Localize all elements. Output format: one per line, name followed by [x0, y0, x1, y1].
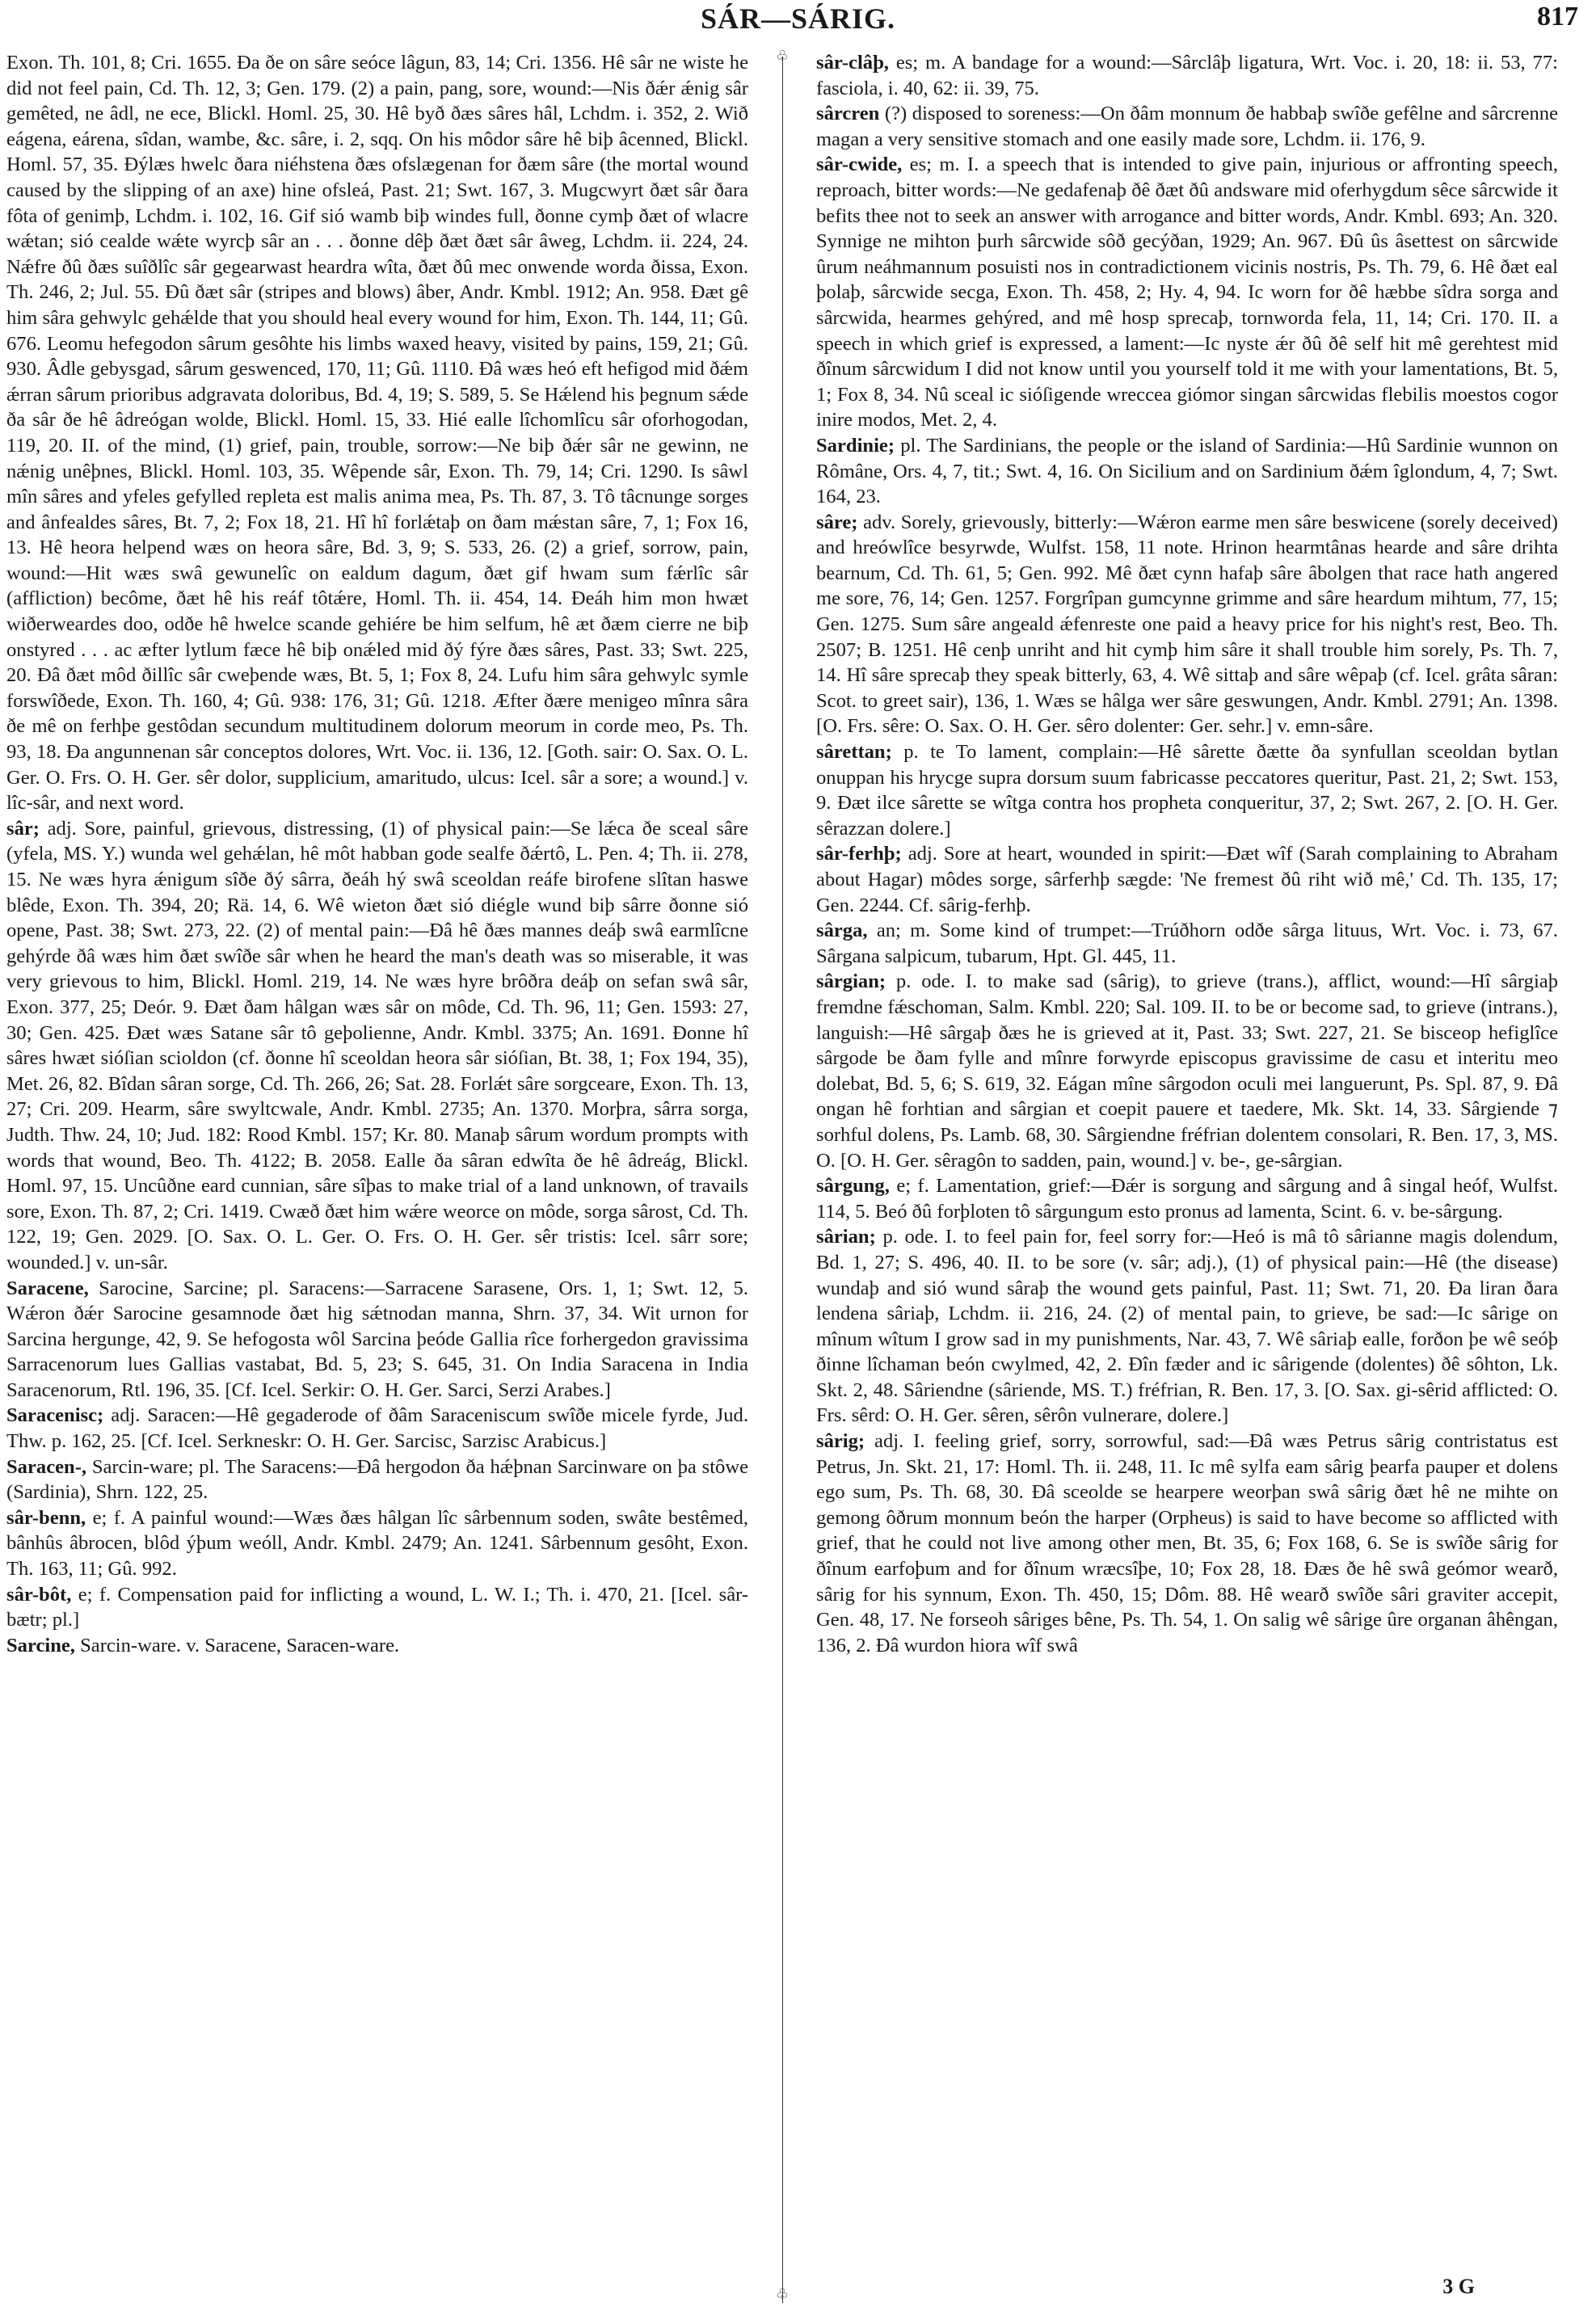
entry-headword: sâr-cwide, [816, 154, 903, 176]
dictionary-entry [6, 1505, 748, 1582]
entry-body: e; f. Compensation paid for inflicting a wound, L. W. I.; Th. i. 470, 21. [Icel. sâr-bætr; pl.] [6, 1583, 748, 1631]
entry-body: p. te To lament, complain:—Hê sârette ðætte ða synfullan sceoldan bytlan onuppan his hrycge supra dorsum suum fabricasse peccatores queritur, Past. 21, 2; Swt. 153, 9. Ðæt ilce sârette se wîtga contra hos propheta conqueritur, 37, 2; Swt. 267, 2. [O. H. Ger. sêrazzan dolere.] [816, 741, 1558, 840]
dictionary-entry [6, 816, 748, 1276]
entry-headword: sârettan; [816, 741, 892, 764]
running-title: SÁR—SÁRIG. [700, 2, 896, 35]
entry-body: e; f. Lamentation, grief:—Ðǽr is sorgung and sârgung and â singal heóf, Wulfst. 114, 5. Beó ðû forþloten tô sârgungum esto pronus ad lamenta, Scint. 6. v. be-sârgung. [816, 1175, 1558, 1223]
entry-body: adj. Saracen:—Hê gegaderode of ðâm Saraceniscum swîðe micele fyrde, Jud. Thw. p. 162, 25. [Cf. Icel. Serkneskr: O. H. Ger. Sarcisc, Sarzisc Arabicus.] [6, 1404, 748, 1453]
dictionary-entry [816, 841, 1558, 918]
dictionary-entry [6, 50, 748, 816]
signature-mark: 3 G [1442, 2275, 1475, 2298]
page-header [0, 0, 1596, 48]
dictionary-entry [6, 1454, 748, 1505]
dictionary-entry [816, 969, 1558, 1173]
dictionary-entry [6, 1276, 748, 1404]
entry-headword: Saracene, [6, 1277, 89, 1299]
dictionary-entry [816, 918, 1558, 969]
entry-body: Exon. Th. 101, 8; Cri. 1655. Ða ðe on sâre seóce lâgun, 83, 14; Cri. 1356. Hê sâr ne wiste he did not feel pain, Cd. Th. 12, 3; Gen. 179. (2) a pain, pang, sore, wound:—Nis ðǽr ǽnig sâr gemêted, ne âdl, ne ece, Blickl. Homl. 25, 30. Hê byð ðæs sâres hâl, Lchdm. i. 352, 2. Wið eágena, eárena, sîdan, wambe, &c. sâre, i. 2, sqq. On his môdor sâre hê biþ âcenned, Blickl. Homl. 57, 35. Ðýlæs hwelc ðara niéhstena ðæs ofslægenan for ðæm sâre (the mortal wound caused by the slipping of an axe) hine ofsleá, Past. 21; Swt. 167, 3. Mugcwyrt ðæt sâr ðara fôta of genimþ, Lchdm. i. 102, 16. Gif sió wamb biþ windes full, ðonne cymþ ðæt of wlacre wǽtan; sió cealde wǽte wyrcþ sâr an . . . ðonne dêþ ðæt ðæt sâr âweg, Lchdm. ii. 224, 24. Nǽfre ðû ðæs suîðlîc sâr gegearwast heardra wîta, ðæt ðû mec onwende worda ðissa, Exon. Th. 246, 2; Jul. 55. Ðû ðæt sâr (stripes and blows) âber, Andr. Kmbl. 1912; An. 958. Ðæt gê him sâra gehwylc gehǽlde that you should heal every wound for him, Exon. Th. 144, 11; Gû. 676. Leomu hefegodon sârum gesôhte his limbs waxed heavy, visited by pains, 159, 21; Gû. 930. Âdle gebysgad, sârum geswenced, 170, 11; Gû. 1110. Ðâ wæs heó eft hefigod mid ðǽm ǽrran sârum prioribus adgravata doloribus, Bd. 4, 19; S. 589, 5. Se Hǽlend his þegnum sǽde ða sâr ðe hê âdreógan wolde, Blickl. Homl. 15, 33. Hié ealle lîchomlîcu sâr oforhogodan, 119, 20. II. of the mind, (1) grief, pain, trouble, sorrow:—Ne biþ ðǽr sâr ne gewinn, ne nǽnig unêþnes, Blickl. Homl. 103, 35. Wêpende sâr, Exon. Th. 79, 14; Cri. 1290. Is sâwl mîn sâres and yfeles gefylled repleta est malis anima mea, Ps. Th. 87, 3. Tô tâcnunge sorges and ânfealdes sâres, Bt. 7, 2; Fox 18, 21. Hî hî forlǽtaþ on ðam mǽstan sâre, 7, 1; Fox 16, 13. Hê heora helpend wæs on heora sâre, Bd. 3, 9; S. 533, 26. (2) a grief, sorrow, pain, wound:—Hit wæs swâ gewunelîc on ealdum dagum, ðæt gif hwam sum fǽrlîc sâr (affliction) becôme, ðæt hê his reáf tôtǽre, Homl. Th. ii. 454, 14. Ðeáh him mon hwæt wiðerweardes doo, odðe hê hwelce scande gehiére be him selfum, hê æt ðæm cierre ne biþ onstyred . . . ac æfter lytlum fæce hê biþ onǽled mid ðý fýre ðæs sâres, Past. 33; Swt. 225, 20. Ðâ ðæt môd ðillîc sâr cweþende wæs, Bt. 5, 1; Fox 8, 24. Lufu him sâra gehwylc symle forswîðede, Exon. Th. 160, 4; Gû. 938: 176, 31; Gû. 1218. Æfter ðære menigeo mînra sâra ðe mê on ferhþe gestôdan secundum multitudinem dolorum meorum in corde meo, Ps. Th. 93, 18. Ða angunnenan sâr conceptos dolores, Wrt. Voc. ii. 136, 12. [Goth. sair: O. Sax. O. L. Ger. O. Frs. O. H. Ger. sêr dolor, supplicium, amaritudo, ulcus: Icel. sâr a sore; a wound.] v. lîc-sâr, and next word. [6, 52, 748, 815]
divider-ornament-bottom-icon: ♧ [776, 2286, 790, 2302]
entry-body: pl. The Sardinians, the people or the island of Sardinia:—Hû Sardinie wunnon on Rômâne, Ors. 4, 7, tit.; Swt. 4, 16. On Sicilium and on Sardinium ðǽm îglondum, 4, 7; Swt. 164, 23. [816, 434, 1558, 508]
entry-body: (?) disposed to soreness:—On ðâm monnum ðe habbaþ swîðe gefêlne and sârcrenne magan a very sensitive stomach and one easily made sore, Lchdm. ii. 176, 9. [816, 103, 1558, 150]
divider-ornament-top-icon: ♧ [776, 48, 790, 64]
entry-headword: sâr-clâþ, [816, 52, 889, 74]
entry-body: adv. Sorely, grievously, bitterly:—Wǽron earme men sâre beswicene (sorely deceived) and hreówlîce besyrwde, Wulfst. 158, 11 note. Hrinon hearmtânas hearde and sâre drihta bearnum, Cd. Th. 61, 5; Gen. 992. Mê ðæt cynn hafaþ sâre âbolgen that race hath angered me sore, 76, 14; Gen. 1257. Forgrîpan gumcynne grimme and sâre heardum mihtum, 77, 15; Gen. 1275. Sum sâre angeald ǽfenreste one paid a heavy price for his night's rest, Beo. Th. 2507; B. 1251. Hê cenþ unriht and hit cymþ him sâre it shall trouble him sorely, Ps. Th. 7, 14. Hî sâre sprecaþ they speak bitterly, 63, 4. Wê sittaþ and sâre wêpaþ (cf. Icel. grâta sâran: Scot. to greet sair), 136, 1. Wæs se hâlga wer sâre geswungen, Andr. Kmbl. 2791; An. 1398. [O. Frs. sêre: O. Sax. O. H. Ger. sêro dolenter: Ger. sehr.] v. emn-sâre. [816, 511, 1558, 738]
entry-body: Sarcin-ware; pl. The Saracens:—Ðâ hergodon ða hǽþnan Sarcinware on þa stôwe (Sardinia), Shrn. 122, 25. [6, 1455, 749, 1504]
entry-headword: sâr-bôt, [6, 1583, 72, 1606]
entry-body: Sarcin-ware. v. Saracene, Saracen-ware. [80, 1634, 400, 1656]
entry-headword: Saracen-, [6, 1455, 87, 1478]
entry-body: adj. I. feeling grief, sorry, sorrowful, sad:—Ðâ wæs Petrus sârig contristatus est Petrus, Jn. Skt. 21, 17: Homl. Th. ii. 248, 11. Ic mê sylfa eam sârig þearfa pauper et dolens ego sum, Ps. Th. 68, 30. Ðâ sceolde se hearpere weorþan swâ sârig ðæt hê ne mihte on gemong ôðrum monnum beón the harper (Orpheus) is said to have become so afflicted with grief, that he could not live among other men, Bt. 35, 6; Fox 168, 6. Se is swîðe sârig for ðînum earfoþum and for ðînum wræcsîþe, 10; Fox 28, 18. Ðæs ðe hê swâ geómor wearð, sârig for his synnum, Exon. Th. 450, 15; Dôm. 88. Hê wearð swîðe sâri graviter accepit, Gen. 48, 17. Ne forseoh sâriges bêne, Ps. Th. 54, 1. On salig wê sârige ûre organan âhêngan, 136, 2. Ðâ wurdon hiora wîf swâ [816, 1430, 1558, 1656]
dictionary-entry [816, 510, 1558, 739]
entry-headword: sârgian; [816, 970, 886, 993]
entry-body: adj. Sore at heart, wounded in spirit:—Ðæt wîf (Sarah complaining to Abraham about Hagar) môdes sorge, sârferhþ sægde: 'Ne fremest ðû riht wið mê,' Cd. Th. 135, 17; Gen. 2244. Cf. sârig-ferhþ. [816, 843, 1558, 916]
entry-headword: sâre; [816, 511, 858, 533]
entry-body: Sarocine, Sarcine; pl. Saracens:—Sarracene Sarasene, Ors. 1, 1; Swt. 12, 5. Wǽron ðǽr Sarocine gesamnode ðæt hig sǽtnodan manna, Shrn. 37, 34. Wit urnon for Sarcina hergunge, 42, 9. Se hefogosta wôl Sarcina þeóde Gallia rîce forhergedon gravissima Sarracenorum lues Gallias vastabat, Bd. 5, 23; S. 645, 31. On India Saracena in India Saracenorum, Rtl. 196, 35. [Cf. Icel. Serkir: O. H. Ger. Sarci, Serzi Arabes.] [6, 1277, 748, 1401]
entry-body: es; m. A bandage for a wound:—Sârclâþ ligatura, Wrt. Voc. i. 20, 18: ii. 53, 77: fasciola, i. 40, 62: ii. 39, 75. [816, 52, 1558, 99]
dictionary-entry [6, 1633, 748, 1659]
entry-headword: Saracenisc; [6, 1404, 104, 1427]
entry-headword: sârgung, [816, 1175, 890, 1198]
dictionary-entry [816, 739, 1558, 841]
entry-body: an; m. Some kind of trumpet:—Trúðhorn odðe sârga lituus, Wrt. Voc. i. 73, 67. Sârgana salpicum, tubarum, Hpt. Gl. 445, 11. [816, 920, 1559, 967]
dictionary-entry [816, 1224, 1558, 1429]
entry-body: es; m. I. a speech that is intended to give pain, injurious or affronting speech, reproach, bitter words:—Ne gedafenaþ ðê ðæt ðû andsware mid oferhygdum sêce sârcwide it befits thee not to seek an answer with arrogance and bitter words, Andr. Kmbl. 693; An. 320. Synnige ne mihton þurh sârcwide sôð gecýðan, 1929; An. 967. Ðû ûs âsettest on sârcwide ûrum neáhmannum posuisti nos in contradictionem vicinis nostris, Ps. Th. 79, 6. Hê ðæt eal þolaþ, sârcwide secga, Exon. Th. 458, 2; Hy. 4, 94. Ic worn for ðê hæbbe sîdra sorga and sârcwida, hearmes gehýred, and mê hosp sprecaþ, tornworda fela, 11, 14; Cri. 170. II. a speech in which grief is expressed, a lament:—Ic nyste ǽr ðû ðê self hit mê gerehtest mid ðînum sârcwidum I did not know until you yourself told it me with your lamentations, Bt. 5, 1; Fox 8, 34. Nû sceal ic sióſigende wreccea giómor singan sârcwidas flebilis moestos cogor inire modos, Met. 2, 4. [816, 154, 1558, 431]
entry-headword: sâr-ferhþ; [816, 843, 902, 865]
left-column [6, 50, 748, 1658]
entry-body: e; f. A painful wound:—Wæs ðæs hâlgan lîc sârbennum soden, swâte bestêmed, bânhûs âbrocen, blôd ýþum weóll, Andr. Kmbl. 2479; An. 1241. Sârbennum gesôht, Exon. Th. 163, 11; Gû. 992. [6, 1506, 748, 1581]
entry-headword: Sardinie; [816, 434, 895, 457]
dictionary-entry [6, 1403, 748, 1454]
entry-headword: sârian; [816, 1226, 876, 1248]
entry-headword: sârga, [816, 920, 868, 942]
entry-body: p. ode. I. to feel pain for, feel sorry for:—Heó is mâ tô sârianne magis dolendum, Bd. 1, 27; S. 496, 40. II. to be sore (v. sâr; adj.), (1) of physical pain:—Hê (the disease) wundaþ and sió wund sâraþ the wound gets painful, Past. 11; Swt. 71, 20. Ða liran ðara lendena sâriaþ, Lchdm. ii. 216, 24. (2) of mental pain, to grieve, be sad:—Ic sârige on mînum wîtum I grow sad in my punishments, Nar. 43, 7. Wê sâriaþ ealle, forðon þe wê seóþ ðinne lîchaman beón cwylmed, 42, 2. Ðîn fæder and ic sârigende (dolentes) ðê sôhton, Lk. Skt. 2, 48. Sâriendne (sâriende, MS. T.) fréfrian, R. Ben. 17, 3. [O. Sax. gi-sêrid afflicted: O. Frs. sêrd: O. H. Ger. sêren, sêrôn vulnerare, dolere.] [816, 1226, 1558, 1427]
entry-headword: Sarcine, [6, 1634, 75, 1656]
entry-headword: sâr-benn, [6, 1506, 86, 1529]
dictionary-entry [816, 101, 1558, 152]
entry-body: adj. Sore, painful, grievous, distressing, (1) of physical pain:—Se lǽca ðe sceal sâre (yfela, MS. Y.) wunda wel gehǽlan, hê môt habban gode sealfe ðǽrtô, L. Pen. 4; Th. ii. 278, 15. Ne wæs hyra ǽnigum sîðe ðý sârra, ðeáh hý swâ sceoldan reáfe birofene slîtan haswe blêde, Exon. Th. 394, 20; Rä. 14, 6. Wê wieton ðæt sió diégle wund biþ sârre ðonne sió opene, Past. 38; Swt. 273, 22. (2) of mental pain:—Ðâ hê ðæs mannes deáþ swâ earmlîcne gehýrde ðâ wæs him ðæt swîðe sâr when he heard the man's death was so miserable, it was very grievous to him, Blickl. Homl. 219, 14. Ne wæs hyre brôðra deáþ on sefan swâ sâr, Exon. 377, 25; Deór. 9. Ðæt ðam hâlgan wæs sâr on môde, Cd. Th. 96, 11; Gen. 1593: 27, 30; Gen. 425. Ðæt wæs Satane sâr tô geþolienne, Andr. Kmbl. 3375; An. 1691. Ðonne hî sâres hwæt sióſian scioldon (cf. ðonne hî sceoldan heora sâr sióſian, Bt. 38, 1; Fox 194, 35), Met. 26, 82. Bîdan sâran sorge, Cd. Th. 266, 26; Sat. 28. Forlǽt sâre sorgceare, Exon. Th. 13, 27; Cri. 209. Hearm, sâre swyltcwale, Andr. Kmbl. 2735; An. 1370. Morþra, sârra sorga, Judth. Thw. 24, 10; Jud. 182: Rood Kmbl. 157; Kr. 80. Manaþ sârum wordum prompts with words that wound, Beo. Th. 4122; B. 2058. Ealle ða sâran edwîta ðe hê âdreág, Blickl. Homl. 97, 15. Uncûðne eard cunnian, sâre sîþas to make trial of a land unknown, of travails sore, Exon. Th. 87, 2; Cri. 1419. Cwæð ðæt him wǽre weorce on môde, sorga sârost, Cd. Th. 122, 19; Gen. 2029. [O. Sax. O. L. Ger. O. Frs. O. H. Ger. sêr tristis: Icel. sârr sore; wounded.] v. un-sâr. [6, 817, 748, 1273]
entry-headword: sârcren [816, 103, 880, 125]
dictionary-entry [816, 50, 1558, 101]
entry-headword: sârig; [816, 1430, 865, 1453]
dictionary-entry [816, 433, 1558, 510]
dictionary-entry [816, 1429, 1558, 1658]
right-column [816, 50, 1558, 1658]
entry-body: p. ode. I. to make sad (sârig), to grieve (trans.), afflict, wound:—Hî sârgiaþ fremdne fǽschoman, Salm. Kmbl. 220; Sal. 109. II. to be or become sad, to grieve (intrans.), languish:—Hê sârgaþ ðæs he is grieved at it, Past. 33; Swt. 227, 21. Se bisceop hefiglîce sârgode be ðam fylle and mînre forwyrde episcopus gravissime de casu et interitu meo dolebat, Bd. 5, 6; S. 619, 32. Eágan mîne sârgodon oculi mei languerunt, Ps. Spl. 87, 9. Ðâ ongan hê forhtian and sârgian et coepit pauere et taedere, Mk. Skt. 14, 33. Sârgiende ⁊ sorhful dolens, Ps. Lamb. 68, 30. Sârgiendne fréfrian dolentem consolari, R. Ben. 17, 3, MS. O. [O. H. Ger. sêragôn to sadden, pain, wound.] v. be-, ge-sârgian. [816, 970, 1558, 1172]
entry-headword: sâr; [6, 817, 40, 840]
dictionary-entry [6, 1582, 748, 1633]
dictionary-entry [816, 1173, 1558, 1224]
column-divider [782, 57, 783, 2303]
page-number: 817 [1537, 2, 1578, 32]
dictionary-entry [816, 152, 1558, 433]
